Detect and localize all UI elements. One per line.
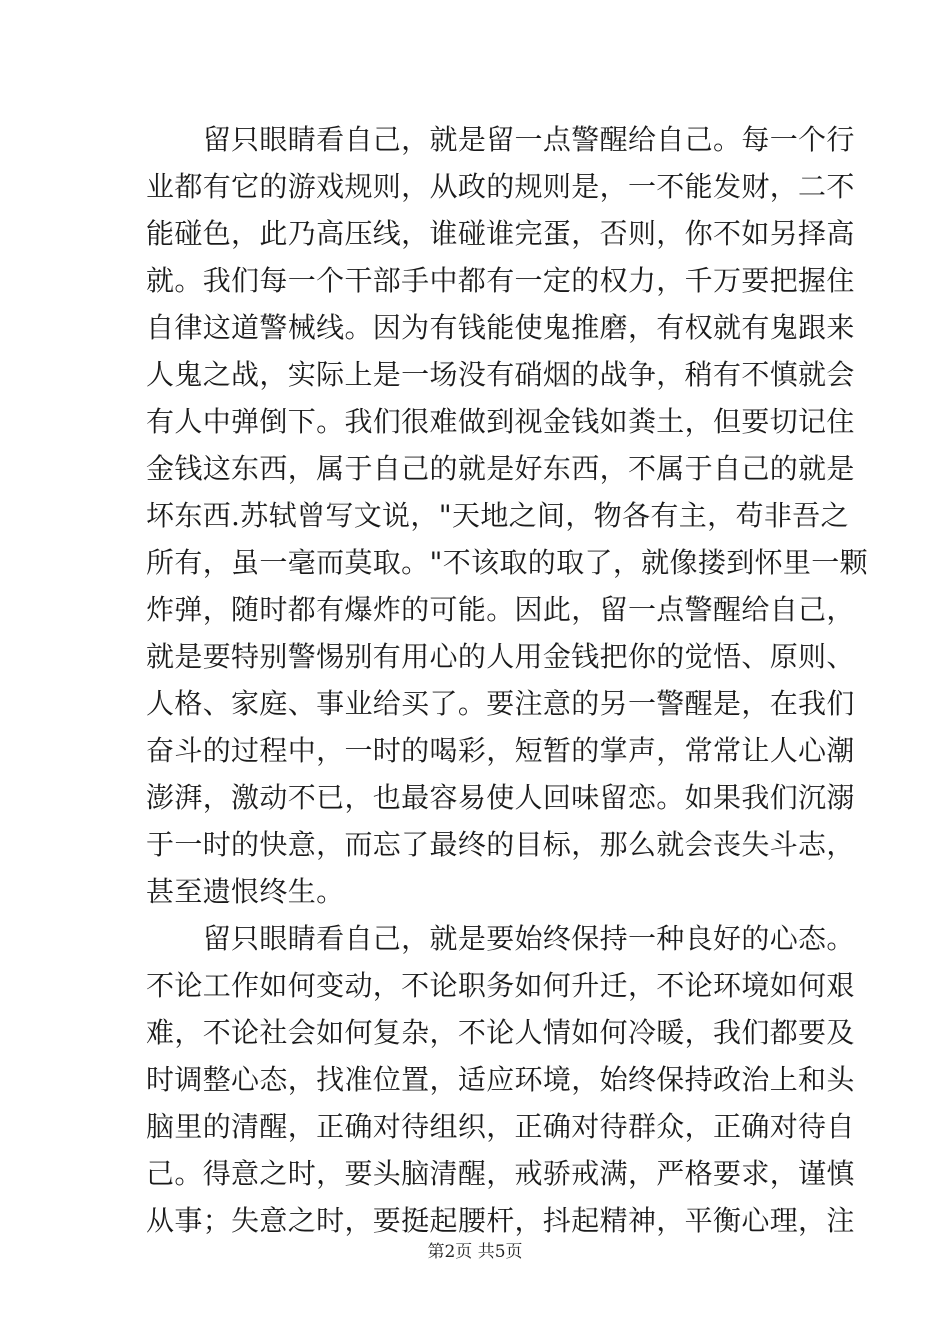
text-line: 自律这道警械线。因为有钱能使鬼推磨，有权就有鬼跟来 bbox=[146, 311, 855, 344]
text-line: 难，不论社会如何复杂，不论人情如何冷暖，我们都要及 bbox=[146, 1016, 855, 1049]
text-line: 甚至遗恨终生。 bbox=[146, 875, 345, 908]
text-line: 有人中弹倒下。我们很难做到视金钱如粪土，但要切记住 bbox=[146, 405, 855, 438]
text-line: 就是要特别警惕别有用心的人用金钱把你的觉悟、原则、 bbox=[146, 640, 855, 673]
text-line: 不论工作如何变动，不论职务如何升迁，不论环境如何艰 bbox=[146, 969, 855, 1002]
page-number-footer: 第2页 共5页 bbox=[427, 1242, 523, 1262]
text-line: 业都有它的游戏规则，从政的规则是，一不能发财，二不 bbox=[146, 170, 855, 203]
text-line: 所有，虽一毫而莫取。"不该取的取了，就像搂到怀里一颗 bbox=[146, 546, 868, 579]
text-line: 时调整心态，找准位置，适应环境，始终保持政治上和头 bbox=[146, 1063, 855, 1096]
text-line: 人鬼之战，实际上是一场没有硝烟的战争，稍有不慎就会 bbox=[146, 358, 855, 391]
text-line: 澎湃，激动不已，也最容易使人回味留恋。如果我们沉溺 bbox=[146, 781, 855, 814]
text-line: 坏东西.苏轼曾写文说，"天地之间，物各有主，苟非吾之 bbox=[146, 499, 849, 532]
text-line: 能碰色，此乃高压线，谁碰谁完蛋，否则，你不如另择高 bbox=[146, 217, 855, 250]
text-line: 脑里的清醒，正确对待组织，正确对待群众，正确对待自 bbox=[146, 1110, 855, 1143]
text-line: 于一时的快意，而忘了最终的目标，那么就会丧失斗志， bbox=[146, 828, 855, 861]
text-line: 奋斗的过程中，一时的喝彩，短暂的掌声，常常让人心潮 bbox=[146, 734, 855, 767]
text-line: 留只眼睛看自己，就是要始终保持一种良好的心态。 bbox=[146, 922, 855, 955]
text-line: 从事；失意之时，要挺起腰杆，抖起精神，平衡心理，注 bbox=[146, 1204, 855, 1237]
text-line: 金钱这东西，属于自己的就是好东西，不属于自己的就是 bbox=[146, 452, 855, 485]
text-line: 就。我们每一个干部手中都有一定的权力，千万要把握住 bbox=[146, 264, 855, 297]
text-line: 炸弹，随时都有爆炸的可能。因此，留一点警醒给自己， bbox=[146, 593, 855, 626]
text-line: 人格、家庭、事业给买了。要注意的另一警醒是，在我们 bbox=[146, 687, 855, 720]
body-text bbox=[146, 116, 868, 1244]
text-line: 己。得意之时，要头脑清醒，戒骄戒满，严格要求，谨慎 bbox=[146, 1157, 855, 1190]
text-line: 留只眼睛看自己，就是留一点警醒给自己。每一个行 bbox=[146, 123, 855, 156]
